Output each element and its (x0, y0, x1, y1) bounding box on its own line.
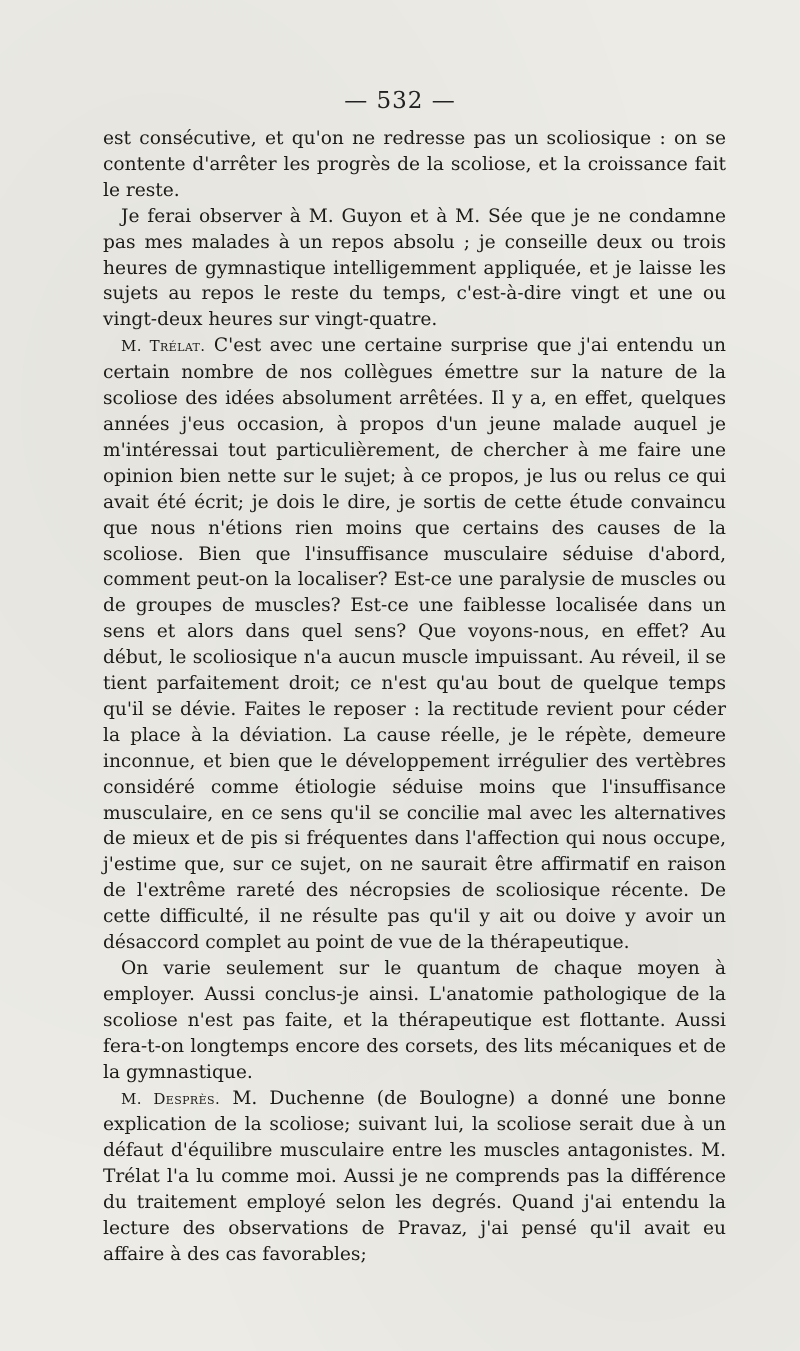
paragraph-5-text: M. Duchenne (de Boulogne) a donné une bonne explication de la scoliose; suivant lui, la scoliose serait due à un défaut d'équilibre musculaire entre les muscles antagonistes. M. Trélat l'a lu comme moi. Aussi je ne comprends pas la différence du traitement employé selon les degrés. Quand j'ai entendu la lecture des observations de Pravaz, j'ai pensé qu'il avait eu affaire à des cas favorables; (103, 1087, 726, 1265)
paragraph-1-text: est consécutive, et qu'on ne redresse pas un scoliosique : on se contente d'arrêter les progrès de la scoliose, et la croissance fait le reste. (103, 128, 726, 201)
paragraph-3 (103, 333, 726, 956)
paragraph-4-text: On varie seulement sur le quantum de chaque moyen à employer. Aussi conclus-je ainsi. L'anatomie pathologique de la scoliose n'est pas faite, et la thérapeutique est flottante. Aussi fera-t-on longtemps encore des corsets, des lits mécaniques et de la gymnastique. (103, 958, 726, 1083)
body-text (103, 126, 726, 1268)
page-number: — 532 — (344, 88, 456, 114)
paragraph-2 (103, 204, 726, 334)
paragraph-3-text: C'est avec une certaine surprise que j'ai entendu un certain nombre de nos collègues émettre sur la nature de la scoliose des idées absolument arrêtées. Il y a, en effet, quelques années j'eus occasion, à propos d'un jeune malade auquel je m'intéressai tout particulièrement, de chercher à me faire une opinion bien nette sur le sujet; à ce propos, je lus ou relus ce qui avait été écrit; je dois le dire, je sortis de cette étude convaincu que nous n'étions rien moins que certains des causes de la scoliose. Bien que l'insuffisance musculaire séduise d'abord, comment peut-on la localiser? Est-ce une paralysie de muscles ou de groupes de muscles? Est-ce une faiblesse localisée dans un sens et alors dans quel sens? Que voyons-nous, en effet? Au début, le scoliosique n'a aucun muscle impuissant. Au réveil, il se tient parfaitement droit; ce n'est qu'au bout de quelque temps qu'il se dévie. Faites le reposer : la rectitude revient pour céder la place à la déviation. La cause réelle, je le répète, demeure inconnue, et bien que le développement irrégulier des vertèbres considéré comme étiologie séduise moins que l'insuffisance musculaire, en ce sens qu'il se concilie mal avec les alternatives de mieux et de pis si fréquentes dans l'affection qui nous occupe, j'estime que, sur ce sujet, on ne saurait être affirmatif en raison de l'extrême rareté des nécropsies de scoliosique récente. De cette difficulté, il ne résulte pas qu'il y ait ou doive y avoir un désaccord complet au point de vue de la thérapeutique. (103, 335, 726, 954)
paragraph-4 (103, 956, 726, 1086)
speaker-despres: M. Desprès. (121, 1089, 221, 1108)
paragraph-2-text: Je ferai observer à M. Guyon et à M. Sée que je ne condamne pas mes malades à un repos absolu ; je conseille deux ou trois heures de gymnastique intelligemment appliquée, et je laisse les sujets au repos le reste du temps, c'est-à-dire vingt et une ou vingt-deux heures sur vingt-quatre. (103, 205, 726, 331)
paragraph-1 (103, 126, 726, 204)
paragraph-5 (103, 1086, 726, 1268)
speaker-trelat: M. Trélat. (121, 337, 206, 356)
page-corner (769, 1330, 770, 1331)
